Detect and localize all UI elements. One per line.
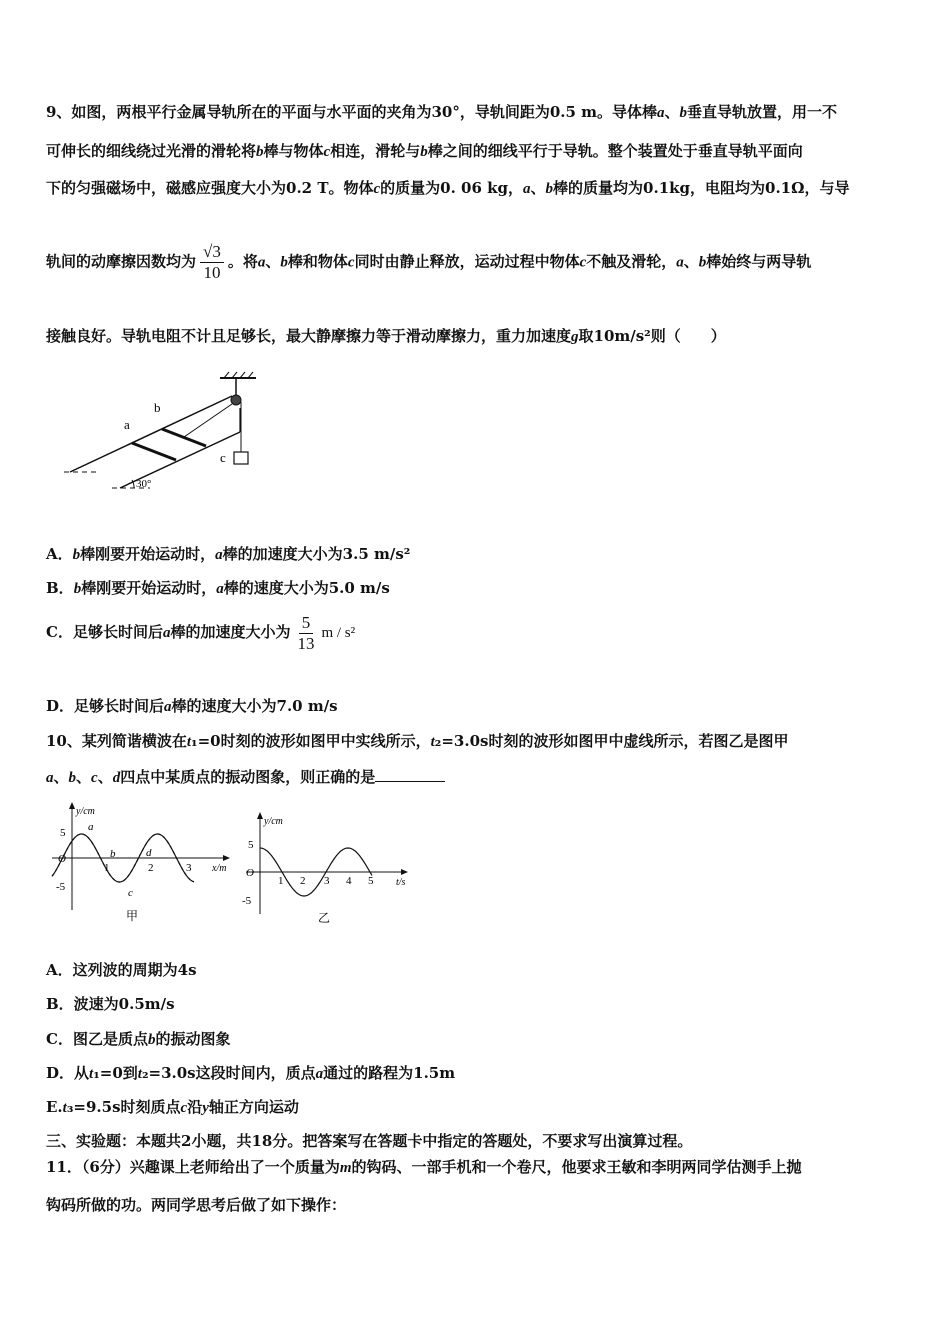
yi-xtick-4: 4 (346, 875, 352, 887)
q11-line-1: 11．（6分）兴趣课上老师给出了一个质量为m的钩码、一部手机和一个卷尺，他要求王敏和李明两同学估测手上抛 (46, 1158, 802, 1176)
label-b: b (154, 400, 161, 415)
q9-option-d: D．足够长时间后a棒的速度大小为7.0 m/s (46, 697, 338, 715)
q9-line-4: 轨间的动摩擦因数均为 $\frac{√3}{10}$ 。将a、b棒和物体c同时由静止释放，运动过程中物体c不触及滑轮，a、b棒始终与两导轨 (46, 242, 812, 282)
q9-line-2: 可伸长的细线绕过光滑的滑轮将b棒与物体c相连，滑轮与b棒之间的细线平行于导轨。整个装置处于垂直导轨平面向 (46, 142, 803, 160)
jia-point-c: c (128, 887, 133, 899)
yi-caption: 乙 (318, 911, 331, 925)
yi-ytick-5: 5 (248, 839, 254, 851)
q11-line-2: 钩码所做的功。两同学思考后做了如下操作： (46, 1196, 347, 1214)
label-a: a (124, 417, 130, 432)
q9-line-3: 下的匀强磁场中，磁感应强度大小为0.2 T。物体c的质量为0. 06 kg，a、b棒的质量均为0.1kg，电阻均为0.1Ω，与导 (46, 179, 850, 197)
jia-ytick-neg5: -5 (56, 881, 66, 893)
answer-blank (375, 767, 445, 782)
q9-option-a: A．b棒刚要开始运动时，a棒的加速度大小为3.5 m/s² (46, 545, 411, 563)
jia-origin: O (58, 853, 66, 865)
label-angle: 30° (136, 478, 152, 490)
jia-caption: 甲 (126, 909, 139, 923)
q9-line-5: 接触良好。导轨电阻不计且足够长，最大静摩擦力等于滑动摩擦力，重力加速度g取10m/s²则（ ） (46, 327, 726, 345)
pulley (231, 395, 241, 405)
q10-option-e: E.t₃=9.5s时刻质点c沿y轴正方向运动 (46, 1098, 299, 1116)
yi-ylabel: y/cm (264, 816, 283, 827)
yi-xtick-2: 2 (300, 875, 306, 887)
jia-point-b: b (110, 848, 116, 860)
block-c (234, 452, 248, 464)
jia-point-d: d (146, 847, 152, 859)
jia-xtick-2: 2 (148, 862, 154, 874)
q10-figure-jia-wave (48, 800, 238, 930)
yi-xtick-3: 3 (324, 875, 330, 887)
yi-origin: O (246, 867, 254, 879)
q9-option-c: C．足够长时间后a棒的加速度大小为 $\frac{5}{13}$ m / s² (46, 612, 356, 653)
yi-ytick-neg5: -5 (242, 895, 252, 907)
q9-option-b: B．b棒刚要开始运动时，a棒的速度大小为5.0 m/s (46, 579, 390, 597)
q10-figure-yi-vibration (240, 810, 420, 930)
jia-xtick-1: 1 (104, 862, 110, 874)
jia-ylabel: y/cm (76, 806, 95, 817)
jia-ytick-5: 5 (60, 827, 66, 839)
q9-line-1: 9、如图，两根平行金属导轨所在的平面与水平面的夹角为30°，导轨间距为0.5 m。导体棒a、b垂直导轨放置，用一不 (46, 103, 838, 121)
q10-option-b: B．波速为0.5m/s (46, 995, 175, 1013)
jia-xtick-3: 3 (186, 862, 192, 874)
label-c: c (220, 450, 226, 465)
mu-fraction: $\frac{√3}{10}$ (200, 242, 224, 283)
q10-option-a: A．这列波的周期为4s (46, 961, 197, 979)
q10-line-2: a、b、c、d四点中某质点的振动图象，则正确的是 (46, 767, 445, 788)
yi-xlabel: t/s (396, 877, 406, 888)
section-3-heading: 三、实验题：本题共2小题，共18分。把答案写在答题卡中指定的答题处，不要求写出演算过程。 (46, 1132, 693, 1150)
jia-xlabel: x/m (212, 863, 227, 874)
yi-xtick-5: 5 (368, 875, 374, 887)
q10-line-1: 10、某列简谐横波在t₁=0时刻的波形如图甲中实线所示，t₂=3.0s时刻的波形如图甲中虚线所示，若图乙是图甲 (46, 732, 789, 750)
yi-xtick-1: 1 (278, 875, 284, 887)
jia-point-a: a (88, 821, 94, 833)
accel-fraction: $\frac{5}{13}$ (297, 612, 315, 653)
q10-option-c: C．图乙是质点b的振动图象 (46, 1030, 231, 1048)
q9-figure-inclined-rails (60, 368, 270, 503)
q10-option-d: D．从t₁=0到t₂=3.0s这段时间内，质点a通过的路程为1.5m (46, 1064, 456, 1082)
